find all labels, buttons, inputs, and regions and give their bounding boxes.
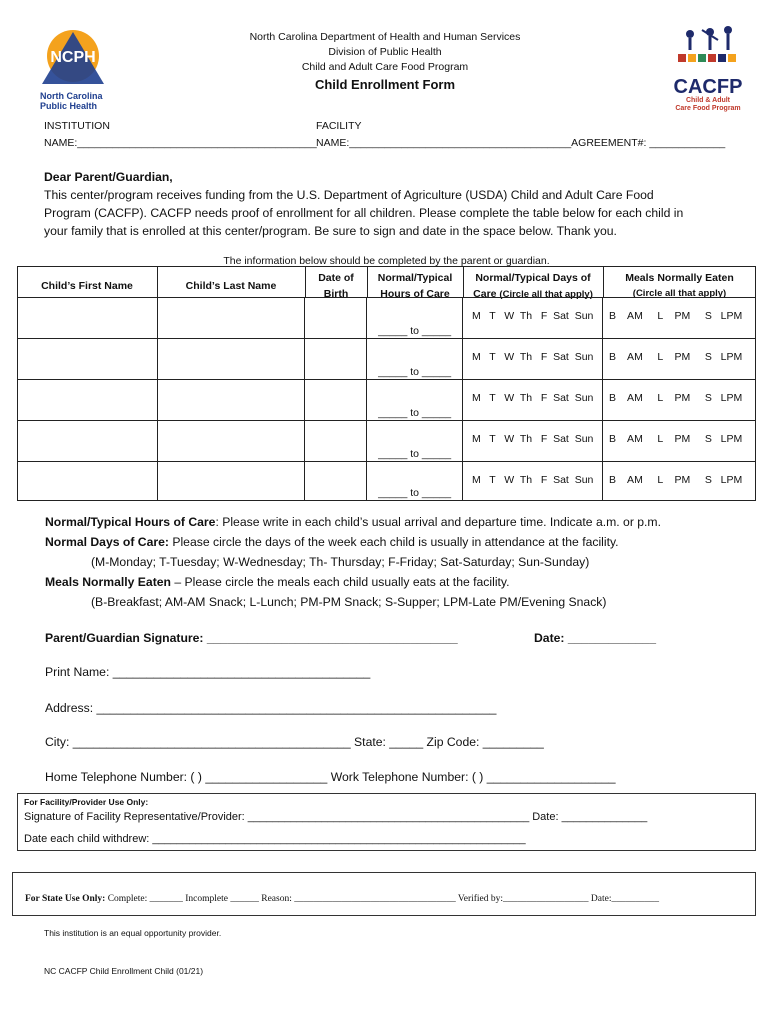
first-name-cell[interactable] [18,462,158,501]
provider-heading: For Facility/Provider Use Only: [24,797,149,807]
cacfp-caption-2: Care Food Program [675,105,741,112]
meals-cell[interactable]: B AM L PM S LPM [602,298,755,339]
days-cell[interactable]: M T W Th F Sat Sun [463,462,603,501]
note-days [45,532,755,552]
state-use-line[interactable] [25,894,659,904]
note-days-key: (M-Monday; T-Tuesday; W-Wednesday; Th- Thursday; F-Friday; Sat-Saturday; Sun-Sunday) [91,555,590,569]
header-line-2: Division of Public Health [328,46,442,58]
table-header-border [17,266,756,298]
note-days-text: Please circle the days of the week each child is usually in attendance at the facility. [168,535,619,549]
days-cell[interactable]: M T W Th F Sat Sun [463,421,603,462]
equal-opportunity-text: This institution is an equal opportunity provider. [44,928,222,938]
col-dob-header-1: Date of [318,272,354,284]
institution-label: INSTITUTION [44,120,110,132]
ncph-logo-icon [38,28,108,86]
provider-signature-field[interactable]: Signature of Facility Representative/Provider: ______________________________________________ Date: ______________ [24,811,648,823]
dob-cell[interactable] [305,421,367,462]
table-header-dividers [157,266,158,298]
table-row [18,339,756,380]
meals-cell[interactable]: B AM L PM S LPM [602,380,755,421]
intro-line-1: This center/program receives funding from the U.S. Department of Agriculture (USDA) Child and Adult Care Food [44,188,654,202]
intro-line-3: your family that is enrolled at this center/program. Be sure to sign and date in the space below. Thank you. [44,224,617,238]
last-name-cell[interactable] [157,339,305,380]
hours-cell[interactable] [367,298,463,339]
institution-name-field[interactable]: NAME:_________________________________________ [44,137,317,149]
cacfp-logo [672,24,744,112]
note-meals-key: (B-Breakfast; AM-AM Snack; L-Lunch; PM-PM Snack; S-Supper; LPM-Late PM/Evening Snack) [91,595,607,609]
hours-blank: _____ to _____ [378,448,452,460]
intro [44,168,744,240]
meals-cell[interactable]: B AM L PM S LPM [602,462,755,501]
greeting: Dear Parent/Guardian, [44,170,173,184]
table-row [18,298,756,339]
last-name-cell[interactable] [157,462,305,501]
col-hours-header-2: Hours of Care [380,288,450,300]
first-name-cell[interactable] [18,339,158,380]
table-header-dividers [367,266,368,298]
state-box [12,872,756,916]
days-cell[interactable]: M T W Th F Sat Sun [463,339,603,380]
form-code: NC CACFP Child Enrollment Child (01/21) [44,966,204,976]
first-name-cell[interactable] [18,421,158,462]
hours-cell[interactable] [367,339,463,380]
col-hours-header-1: Normal/Typical [377,272,453,284]
table-row [18,380,756,421]
phone-field[interactable]: Home Telephone Number: ( ) __________________ Work Telephone Number: ( ) ___________________ [45,770,616,784]
note-meals-text: – Please circle the meals each child usually eats at the facility. [171,575,510,589]
hours-blank: _____ to _____ [378,487,452,499]
hours-blank: _____ to _____ [378,325,452,337]
table-row [18,421,756,462]
print-name-field[interactable]: Print Name: ______________________________________ [45,665,371,679]
table-caption: The information below should be completed by the parent or guardian. [223,255,550,267]
note-days-label: Normal Days of Care: [45,535,169,549]
cacfp-figures-icon [672,24,744,72]
note-meals [45,572,755,592]
meals-cell[interactable]: B AM L PM S LPM [602,339,755,380]
signature-field[interactable]: Parent/Guardian Signature: _____________________________________ [45,631,458,645]
hours-blank: _____ to _____ [378,407,452,419]
note-hours-text: : Please write in each child’s usual arrival and departure time. Indicate a.m. or p.m. [215,515,661,529]
header [160,30,610,92]
provider-box [17,793,756,851]
col-meals-header-2: (Circle all that apply) [632,288,727,299]
col-days-care: Care [473,288,497,300]
form-title: Child Enrollment Form [314,77,456,92]
hours-blank: _____ to _____ [378,366,452,378]
state-use-fields: Complete: _______ Incomplete ______ Reason: __________________________________ Verified by:__________________ Date:__________ [105,894,659,904]
days-cell[interactable]: M T W Th F Sat Sun [463,298,603,339]
enrollment-table [17,297,756,501]
city-state-zip-field[interactable]: City: _________________________________________ State: _____ Zip Code: _________ [45,735,544,749]
note-hours [45,512,755,532]
first-name-cell[interactable] [18,380,158,421]
table-header-dividers [603,266,604,298]
col-dob-header-2: Birth [323,288,349,300]
intro-line-2: Program (CACFP). CACFP needs proof of enrollment for all children. Please complete the table below for each child in [44,206,684,220]
first-name-cell[interactable] [18,298,158,339]
dob-cell[interactable] [305,380,367,421]
cacfp-caption-1: Child & Adult [685,97,731,104]
dob-cell[interactable] [305,462,367,501]
withdrew-date-field[interactable]: Date each child withdrew: _____________________________________________________________ [24,833,526,845]
table-row [18,462,756,501]
ncph-caption-2: Public Health [40,101,98,111]
state-use-label: For State Use Only: [25,894,106,904]
hours-cell[interactable] [367,421,463,462]
days-cell[interactable]: M T W Th F Sat Sun [463,380,603,421]
note-hours-label: Normal/Typical Hours of Care [45,515,216,529]
cacfp-text: CACFP [673,76,743,98]
signature-date-field[interactable]: Date: _____________ [534,631,656,645]
meals-cell[interactable]: B AM L PM S LPM [602,421,755,462]
table-header-dividers [463,266,464,298]
col-meals-header-1: Meals Normally Eaten [625,272,734,284]
svg-text:NCPH: NCPH [50,49,96,66]
dob-cell[interactable] [305,339,367,380]
ncph-caption-1: North Carolina [40,91,103,101]
col-days-header-1: Normal/Typical Days of [475,272,591,284]
notes [45,512,755,612]
address-field[interactable]: Address: ___________________________________________________________ [45,701,497,715]
hours-cell[interactable] [367,380,463,421]
hours-cell[interactable] [367,462,463,501]
note-meals-label: Meals Normally Eaten [45,575,171,589]
header-line-1: North Carolina Department of Health and Human Services [249,31,521,43]
last-name-cell[interactable] [157,380,305,421]
ncph-logo [38,28,108,111]
last-name-cell[interactable] [157,421,305,462]
dob-cell[interactable] [305,298,367,339]
facility-name-field[interactable]: NAME:______________________________________AGREEMENT#: _____________ [316,137,726,149]
table-header-dividers [305,266,306,298]
col-last-name-header: Child’s Last Name [185,280,277,292]
facility-label: FACILITY [316,120,362,132]
col-first-name-header: Child’s First Name [41,280,133,292]
col-days-circle: (Circle all that apply) [499,289,593,300]
header-line-3: Child and Adult Care Food Program [301,61,469,73]
last-name-cell[interactable] [157,298,305,339]
